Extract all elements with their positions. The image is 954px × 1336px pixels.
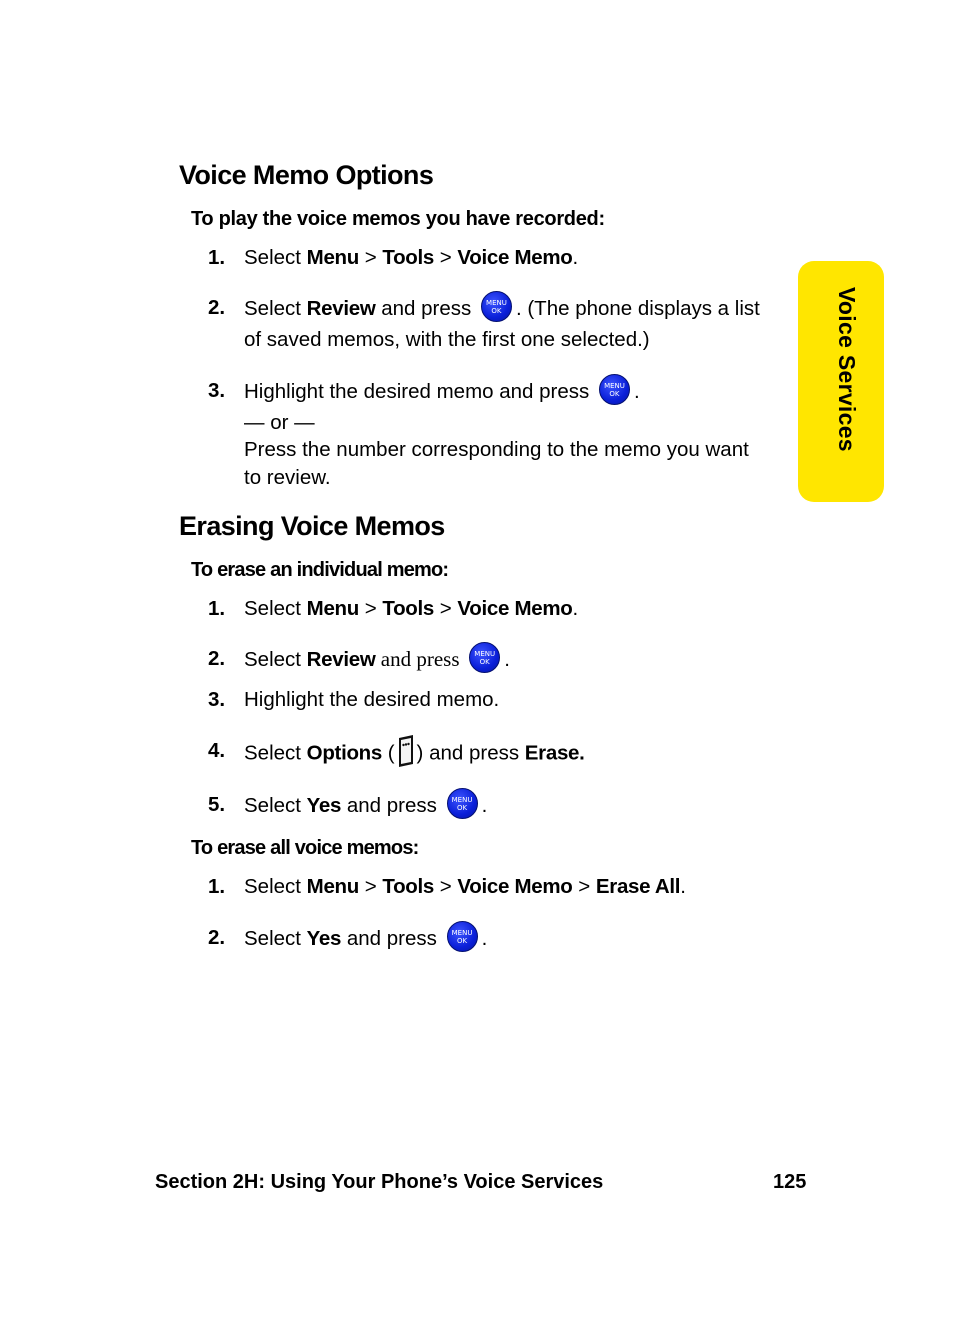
side-tab xyxy=(798,261,884,502)
step-number: 3. xyxy=(208,379,226,402)
step-text-line: Press the number corresponding to the memo you want xyxy=(244,438,749,461)
step-number: 1. xyxy=(208,875,226,898)
menu-ok-key-icon: MENU OK xyxy=(447,921,478,952)
step-number: 2. xyxy=(208,647,226,670)
step-text-line: to review. xyxy=(244,466,331,489)
section-heading-erasing-voice-memos: Erasing Voice Memos xyxy=(179,511,445,541)
section-intro: To erase an individual memo: xyxy=(191,559,449,581)
section-intro: To play the voice memos you have recorded: xyxy=(191,208,605,230)
step-text: Select Yes and press MENU OK . xyxy=(244,791,487,822)
step-text: Select Menu > Tools > Voice Memo > Erase All. xyxy=(244,875,686,898)
step-text: Select Menu > Tools > Voice Memo. xyxy=(244,246,579,269)
step-number: 5. xyxy=(208,793,226,816)
menu-ok-key-icon: MENU OK xyxy=(469,642,500,673)
step-text: Select Review and press MENU OK . xyxy=(244,645,510,676)
step-text: Select Menu > Tools > Voice Memo. xyxy=(244,597,579,620)
step-text-line: of saved memos, with the first one selected.) xyxy=(244,328,650,351)
menu-ok-key-icon: MENU OK xyxy=(481,291,512,322)
menu-ok-key-icon: MENU OK xyxy=(447,788,478,819)
step-text: Select Review and press MENU OK . (The phone displays a list xyxy=(244,294,760,325)
options-softkey-icon xyxy=(396,734,416,768)
page-number: 125 xyxy=(773,1171,807,1193)
section-heading-voice-memo-options: Voice Memo Options xyxy=(179,160,434,190)
side-tab-label: Voice Services xyxy=(834,287,860,452)
step-number: 3. xyxy=(208,688,226,711)
step-text: Highlight the desired memo. xyxy=(244,688,500,711)
section-intro: To erase all voice memos: xyxy=(191,837,419,859)
step-number: 2. xyxy=(208,296,226,319)
step-text: Select Options ( ) and press Erase. xyxy=(244,737,585,771)
or-separator: — or — xyxy=(244,411,315,434)
step-number: 1. xyxy=(208,246,226,269)
step-text: Highlight the desired memo and press MENU OK . xyxy=(244,377,640,408)
step-number: 2. xyxy=(208,926,226,949)
step-text: Select Yes and press MENU OK . xyxy=(244,924,487,955)
step-number: 1. xyxy=(208,597,226,620)
step-number: 4. xyxy=(208,739,226,762)
menu-ok-key-icon: MENU OK xyxy=(599,374,630,405)
footer-section-title: Section 2H: Using Your Phone’s Voice Services xyxy=(155,1171,604,1193)
